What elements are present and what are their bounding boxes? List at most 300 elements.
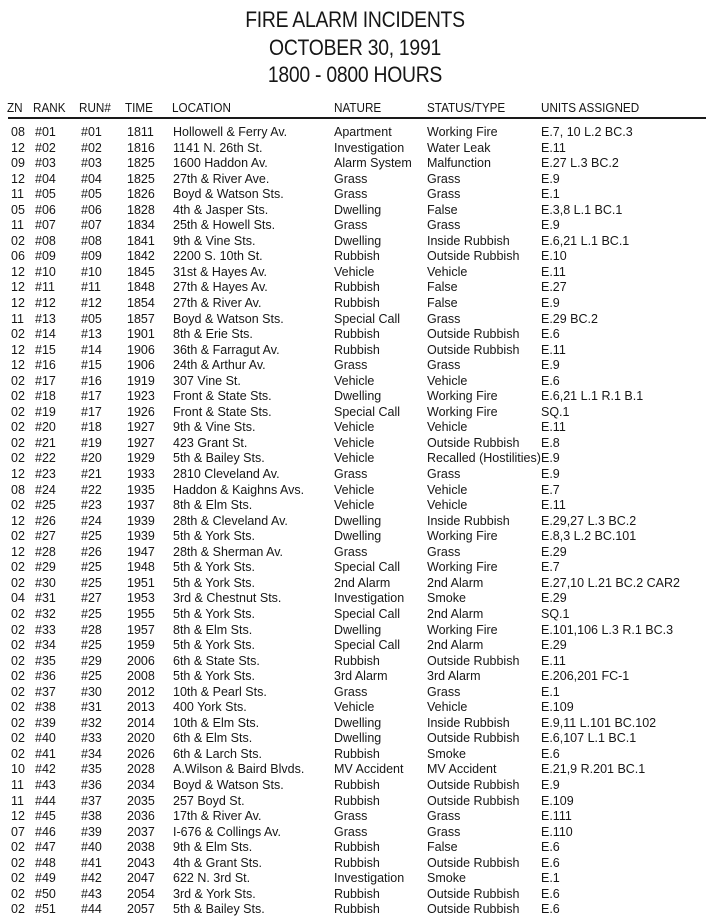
zone-cell: 02 <box>11 420 25 435</box>
table-row <box>0 731 710 747</box>
rank-cell: #11 <box>35 280 55 295</box>
time-cell: 2008 <box>127 669 155 684</box>
nature-cell: Investigation <box>334 140 405 155</box>
rank-cell: #04 <box>35 171 56 186</box>
location-cell: 6th & Larch Sts. <box>173 746 262 761</box>
units-assigned-cell: E.11 <box>541 264 566 279</box>
units-assigned-cell: E.11 <box>541 498 566 513</box>
table-row <box>0 436 710 452</box>
units-assigned-cell: E.11 <box>541 653 566 668</box>
zone-cell: 11 <box>11 777 24 792</box>
run-number-cell: #42 <box>81 871 102 886</box>
time-cell: 1826 <box>127 187 155 202</box>
status-type-cell: Outside Rubbish <box>427 327 520 342</box>
nature-cell: Grass <box>334 544 368 559</box>
time-cell: 2036 <box>127 809 155 824</box>
time-cell: 2043 <box>127 855 155 870</box>
time-cell: 1951 <box>127 575 155 590</box>
rank-cell: #05 <box>35 187 56 202</box>
table-row <box>0 172 710 188</box>
run-number-cell: #16 <box>81 373 102 388</box>
table-row <box>0 374 710 390</box>
nature-cell: MV Accident <box>334 762 404 777</box>
rank-cell: #37 <box>35 684 56 699</box>
status-type-cell: Working Fire <box>427 125 498 139</box>
location-cell: 5th & York Sts. <box>173 575 255 590</box>
rank-cell: #20 <box>35 420 56 435</box>
units-assigned-cell: E.6 <box>541 855 560 870</box>
zone-cell: 02 <box>11 606 25 621</box>
time-cell: 1947 <box>127 544 155 559</box>
units-assigned-cell: E.6 <box>541 886 560 901</box>
column-header-run: RUN# <box>79 100 111 115</box>
run-number-cell: #25 <box>81 575 102 590</box>
run-number-cell: #34 <box>81 746 102 761</box>
units-assigned-cell: E.9 <box>541 218 560 233</box>
run-number-cell: #25 <box>81 638 102 653</box>
time-cell: 1927 <box>127 435 155 450</box>
table-row <box>0 389 710 405</box>
run-number-cell: #25 <box>81 560 102 575</box>
status-type-cell: Grass <box>427 824 461 839</box>
nature-cell: Special Call <box>334 638 401 653</box>
location-cell: 27th & River Av. <box>173 296 262 311</box>
units-assigned-cell: E.6 <box>541 902 560 917</box>
status-type-cell: Inside Rubbish <box>427 233 510 248</box>
units-assigned-cell: E.6,21 L.1 BC.1 <box>541 233 630 248</box>
units-assigned-cell: E.8 <box>541 435 560 450</box>
location-cell: Boyd & Watson Sts. <box>173 187 284 202</box>
rank-cell: #07 <box>35 218 56 233</box>
run-number-cell: #07 <box>81 218 102 233</box>
zone-cell: 11 <box>11 218 24 233</box>
nature-cell: Dwelling <box>334 513 382 528</box>
column-header-nature: NATURE <box>334 100 382 115</box>
incident-table-body <box>0 125 710 918</box>
location-cell: 4th & Jasper Sts. <box>173 202 269 217</box>
location-cell: 622 N. 3rd St. <box>173 871 251 886</box>
nature-cell: Apartment <box>334 125 392 139</box>
status-type-cell: Vehicle <box>427 373 468 388</box>
status-type-cell: Outside Rubbish <box>427 731 520 746</box>
status-type-cell: Vehicle <box>427 482 468 497</box>
status-type-cell: MV Accident <box>427 762 497 777</box>
table-row <box>0 716 710 732</box>
rank-cell: #14 <box>35 327 56 342</box>
column-header-time: TIME <box>125 100 153 115</box>
location-cell: 9th & Vine Sts. <box>173 420 256 435</box>
location-cell: 1600 Haddon Av. <box>173 156 268 171</box>
location-cell: 25th & Howell Sts. <box>173 218 276 233</box>
location-cell: 24th & Arthur Av. <box>173 358 266 373</box>
units-assigned-cell: E.29 <box>541 638 567 653</box>
status-type-cell: Grass <box>427 311 461 326</box>
rank-cell: #36 <box>35 669 56 684</box>
run-number-cell: #02 <box>81 140 102 155</box>
run-number-cell: #19 <box>81 435 102 450</box>
table-row <box>0 762 710 778</box>
time-cell: 1906 <box>127 342 155 357</box>
location-cell: 257 Boyd St. <box>173 793 245 808</box>
time-cell: 1948 <box>127 560 155 575</box>
nature-cell: Special Call <box>334 560 401 575</box>
zone-cell: 02 <box>11 451 25 466</box>
nature-cell: Investigation <box>334 871 405 886</box>
table-row <box>0 607 710 623</box>
units-assigned-cell: E.6,21 L.1 R.1 B.1 <box>541 389 644 404</box>
table-row <box>0 156 710 172</box>
run-number-cell: #26 <box>81 544 102 559</box>
units-assigned-cell: E.9 <box>541 467 560 482</box>
rank-cell: #09 <box>35 249 56 264</box>
zone-cell: 12 <box>11 296 25 311</box>
units-assigned-cell: E.29,27 L.3 BC.2 <box>541 513 637 528</box>
zone-cell: 02 <box>11 435 25 450</box>
table-row <box>0 327 710 343</box>
run-number-cell: #09 <box>81 249 102 264</box>
rank-cell: #12 <box>35 296 56 311</box>
status-type-cell: Grass <box>427 358 461 373</box>
run-number-cell: #23 <box>81 498 102 513</box>
time-cell: 2012 <box>127 684 155 699</box>
run-number-cell: #32 <box>81 715 102 730</box>
status-type-cell: 2nd Alarm <box>427 638 484 653</box>
location-cell: 31st & Hayes Av. <box>173 264 268 279</box>
column-header-units-assigned: UNITS ASSIGNED <box>541 100 640 115</box>
location-cell: 5th & York Sts. <box>173 560 255 575</box>
run-number-cell: #37 <box>81 793 102 808</box>
units-assigned-cell: SQ.1 <box>541 404 570 419</box>
zone-cell: 12 <box>11 140 25 155</box>
units-assigned-cell: E.9 <box>541 171 560 186</box>
location-cell: 17th & River Av. <box>173 809 262 824</box>
zone-cell: 10 <box>11 762 25 777</box>
run-number-cell: #25 <box>81 529 102 544</box>
table-row <box>0 778 710 794</box>
units-assigned-cell: E.1 <box>541 871 560 886</box>
nature-cell: Dwelling <box>334 233 382 248</box>
table-row <box>0 623 710 639</box>
zone-cell: 12 <box>11 809 25 824</box>
run-number-cell: #11 <box>81 280 101 295</box>
time-cell: 1845 <box>127 264 155 279</box>
zone-cell: 02 <box>11 855 25 870</box>
table-row <box>0 234 710 250</box>
location-cell: Haddon & Kaighns Avs. <box>173 482 305 497</box>
nature-cell: Vehicle <box>334 700 375 715</box>
run-number-cell: #35 <box>81 762 102 777</box>
table-row <box>0 187 710 203</box>
location-cell: 400 York Sts. <box>173 700 247 715</box>
time-cell: 1906 <box>127 358 155 373</box>
table-row <box>0 483 710 499</box>
location-cell: 9th & Elm Sts. <box>173 840 253 855</box>
table-row <box>0 856 710 872</box>
nature-cell: Dwelling <box>334 202 382 217</box>
table-row <box>0 840 710 856</box>
units-assigned-cell: E.9,11 L.101 BC.102 <box>541 715 657 730</box>
status-type-cell: 2nd Alarm <box>427 606 484 621</box>
time-cell: 1937 <box>127 498 155 513</box>
units-assigned-cell: E.111 <box>541 809 572 824</box>
zone-cell: 12 <box>11 342 25 357</box>
table-row <box>0 576 710 592</box>
nature-cell: Vehicle <box>334 373 375 388</box>
zone-cell: 02 <box>11 373 25 388</box>
time-cell: 1919 <box>127 373 155 388</box>
units-assigned-cell: E.109 <box>541 700 574 715</box>
status-type-cell: Outside Rubbish <box>427 886 520 901</box>
location-cell: 5th & York Sts. <box>173 529 255 544</box>
units-assigned-cell: E.7 <box>541 560 560 575</box>
zone-cell: 11 <box>11 793 24 808</box>
run-number-cell: #17 <box>81 404 102 419</box>
zone-cell: 02 <box>11 886 25 901</box>
units-assigned-cell: E.9 <box>541 451 560 466</box>
nature-cell: Special Call <box>334 606 401 621</box>
time-cell: 1825 <box>127 156 155 171</box>
units-assigned-cell: E.1 <box>541 684 560 699</box>
nature-cell: Vehicle <box>334 420 375 435</box>
time-cell: 1953 <box>127 591 155 606</box>
rank-cell: #34 <box>35 638 56 653</box>
table-row <box>0 296 710 312</box>
status-type-cell: Outside Rubbish <box>427 342 520 357</box>
location-cell: 307 Vine St. <box>173 373 241 388</box>
nature-cell: Dwelling <box>334 715 382 730</box>
status-type-cell: Outside Rubbish <box>427 855 520 870</box>
location-cell: 27th & River Ave. <box>173 171 270 186</box>
rank-cell: #10 <box>35 264 56 279</box>
units-assigned-cell: E.6,107 L.1 BC.1 <box>541 731 637 746</box>
status-type-cell: Working Fire <box>427 404 498 419</box>
nature-cell: Vehicle <box>334 451 375 466</box>
column-header-rank: RANK <box>33 100 66 115</box>
run-number-cell: #12 <box>81 296 102 311</box>
time-cell: 2014 <box>127 715 155 730</box>
time-cell: 1959 <box>127 638 155 653</box>
units-assigned-cell: E.29 BC.2 <box>541 311 598 326</box>
rank-cell: #17 <box>35 373 56 388</box>
rank-cell: #26 <box>35 513 56 528</box>
status-type-cell: 2nd Alarm <box>427 575 484 590</box>
rank-cell: #43 <box>35 777 56 792</box>
zone-cell: 12 <box>11 544 25 559</box>
units-assigned-cell: E.206,201 FC-1 <box>541 669 630 684</box>
nature-cell: Grass <box>334 824 368 839</box>
run-number-cell: #01 <box>81 125 102 139</box>
run-number-cell: #39 <box>81 824 102 839</box>
column-header-location: LOCATION <box>172 100 231 115</box>
status-type-cell: Smoke <box>427 871 466 886</box>
nature-cell: Dwelling <box>334 731 382 746</box>
time-cell: 2035 <box>127 793 155 808</box>
run-number-cell: #22 <box>81 482 102 497</box>
units-assigned-cell: E.8,3 L.2 BC.101 <box>541 529 637 544</box>
document-title-block <box>43 6 668 89</box>
run-number-cell: #06 <box>81 202 102 217</box>
location-cell: Boyd & Watson Sts. <box>173 311 284 326</box>
table-header <box>0 100 710 116</box>
units-assigned-cell: E.9 <box>541 296 560 311</box>
rank-cell: #29 <box>35 560 56 575</box>
run-number-cell: #15 <box>81 358 102 373</box>
zone-cell: 02 <box>11 700 25 715</box>
run-number-cell: #20 <box>81 451 102 466</box>
units-assigned-cell: E.101,106 L.3 R.1 BC.3 <box>541 622 674 637</box>
location-cell: 9th & Vine Sts. <box>173 233 256 248</box>
table-row <box>0 358 710 374</box>
nature-cell: Grass <box>334 684 368 699</box>
units-assigned-cell: E.6 <box>541 327 560 342</box>
table-row <box>0 249 710 265</box>
location-cell: 1141 N. 26th St. <box>173 140 263 155</box>
units-assigned-cell: E.6 <box>541 373 560 388</box>
run-number-cell: #10 <box>81 264 102 279</box>
rank-cell: #38 <box>35 700 56 715</box>
location-cell: 5th & York Sts. <box>173 606 255 621</box>
table-row <box>0 203 710 219</box>
location-cell: 4th & Grant Sts. <box>173 855 262 870</box>
location-cell: 28th & Sherman Av. <box>173 544 284 559</box>
table-row <box>0 654 710 670</box>
nature-cell: Vehicle <box>334 482 375 497</box>
table-row <box>0 545 710 561</box>
status-type-cell: Grass <box>427 544 461 559</box>
time-cell: 1842 <box>127 249 155 264</box>
table-row <box>0 343 710 359</box>
run-number-cell: #25 <box>81 669 102 684</box>
status-type-cell: Outside Rubbish <box>427 793 520 808</box>
run-number-cell: #21 <box>81 467 102 482</box>
zone-cell: 04 <box>11 591 25 606</box>
units-assigned-cell: E.7 <box>541 482 560 497</box>
rank-cell: #28 <box>35 544 56 559</box>
nature-cell: Investigation <box>334 591 405 606</box>
status-type-cell: Outside Rubbish <box>427 435 520 450</box>
status-type-cell: Working Fire <box>427 389 498 404</box>
zone-cell: 02 <box>11 902 25 917</box>
table-row <box>0 405 710 421</box>
time-cell: 1834 <box>127 218 155 233</box>
time-cell: 1854 <box>127 296 155 311</box>
rank-cell: #27 <box>35 529 56 544</box>
zone-cell: 09 <box>11 156 25 171</box>
zone-cell: 02 <box>11 746 25 761</box>
rank-cell: #39 <box>35 715 56 730</box>
title-line-hours: 1800 - 0800 HOURS <box>267 62 443 87</box>
units-assigned-cell: E.11 <box>541 342 566 357</box>
rank-cell: #44 <box>35 793 56 808</box>
units-assigned-cell: E.11 <box>541 140 566 155</box>
rank-cell: #06 <box>35 202 56 217</box>
location-cell: 6th & State Sts. <box>173 653 260 668</box>
nature-cell: Vehicle <box>334 498 375 513</box>
time-cell: 1923 <box>127 389 155 404</box>
units-assigned-cell: E.10 <box>541 249 567 264</box>
units-assigned-cell: E.11 <box>541 420 566 435</box>
units-assigned-cell: SQ.1 <box>541 606 570 621</box>
rank-cell: #42 <box>35 762 56 777</box>
run-number-cell: #03 <box>81 156 102 171</box>
zone-cell: 06 <box>11 249 25 264</box>
nature-cell: Rubbish <box>334 342 380 357</box>
table-row <box>0 700 710 716</box>
run-number-cell: #28 <box>81 622 102 637</box>
rank-cell: #35 <box>35 653 56 668</box>
location-cell: A.Wilson & Baird Blvds. <box>173 762 305 777</box>
table-row <box>0 747 710 763</box>
zone-cell: 02 <box>11 684 25 699</box>
nature-cell: Rubbish <box>334 777 380 792</box>
zone-cell: 02 <box>11 498 25 513</box>
zone-cell: 02 <box>11 575 25 590</box>
status-type-cell: Vehicle <box>427 264 468 279</box>
units-assigned-cell: E.110 <box>541 824 573 839</box>
run-number-cell: #31 <box>81 700 102 715</box>
run-number-cell: #36 <box>81 777 102 792</box>
zone-cell: 12 <box>11 513 25 528</box>
units-assigned-cell: E.9 <box>541 777 560 792</box>
time-cell: 1828 <box>127 202 155 217</box>
status-type-cell: Working Fire <box>427 560 498 575</box>
zone-cell: 12 <box>11 171 25 186</box>
run-number-cell: #14 <box>81 342 102 357</box>
location-cell: 10th & Elm Sts. <box>173 715 260 730</box>
table-row <box>0 467 710 483</box>
zone-cell: 05 <box>11 202 25 217</box>
time-cell: 2006 <box>127 653 155 668</box>
table-row <box>0 420 710 436</box>
zone-cell: 02 <box>11 638 25 653</box>
table-row <box>0 218 710 234</box>
run-number-cell: #29 <box>81 653 102 668</box>
status-type-cell: Inside Rubbish <box>427 513 510 528</box>
run-number-cell: #27 <box>81 591 102 606</box>
nature-cell: Rubbish <box>334 327 380 342</box>
zone-cell: 08 <box>11 125 25 139</box>
run-number-cell: #24 <box>81 513 102 528</box>
title-line-heading: FIRE ALARM INCIDENTS <box>245 7 465 32</box>
table-row <box>0 560 710 576</box>
status-type-cell: Malfunction <box>427 156 491 171</box>
rank-cell: #01 <box>35 125 56 139</box>
nature-cell: Grass <box>334 171 368 186</box>
time-cell: 1811 <box>127 125 154 139</box>
zone-cell: 12 <box>11 264 25 279</box>
table-row <box>0 871 710 887</box>
nature-cell: Rubbish <box>334 886 380 901</box>
status-type-cell: False <box>427 280 458 295</box>
rank-cell: #23 <box>35 467 56 482</box>
run-number-cell: #08 <box>81 233 102 248</box>
status-type-cell: Grass <box>427 187 461 202</box>
location-cell: 36th & Farragut Av. <box>173 342 280 357</box>
location-cell: 3rd & Chestnut Sts. <box>173 591 282 606</box>
units-assigned-cell: E.21,9 R.201 BC.1 <box>541 762 646 777</box>
nature-cell: 3rd Alarm <box>334 669 388 684</box>
status-type-cell: Working Fire <box>427 622 498 637</box>
run-number-cell: #30 <box>81 684 102 699</box>
time-cell: 1816 <box>127 140 155 155</box>
header-rule-divider <box>8 117 706 119</box>
rank-cell: #16 <box>35 358 56 373</box>
units-assigned-cell: E.109 <box>541 793 574 808</box>
rank-cell: #40 <box>35 731 56 746</box>
nature-cell: Grass <box>334 358 368 373</box>
rank-cell: #41 <box>35 746 56 761</box>
table-row <box>0 141 710 157</box>
